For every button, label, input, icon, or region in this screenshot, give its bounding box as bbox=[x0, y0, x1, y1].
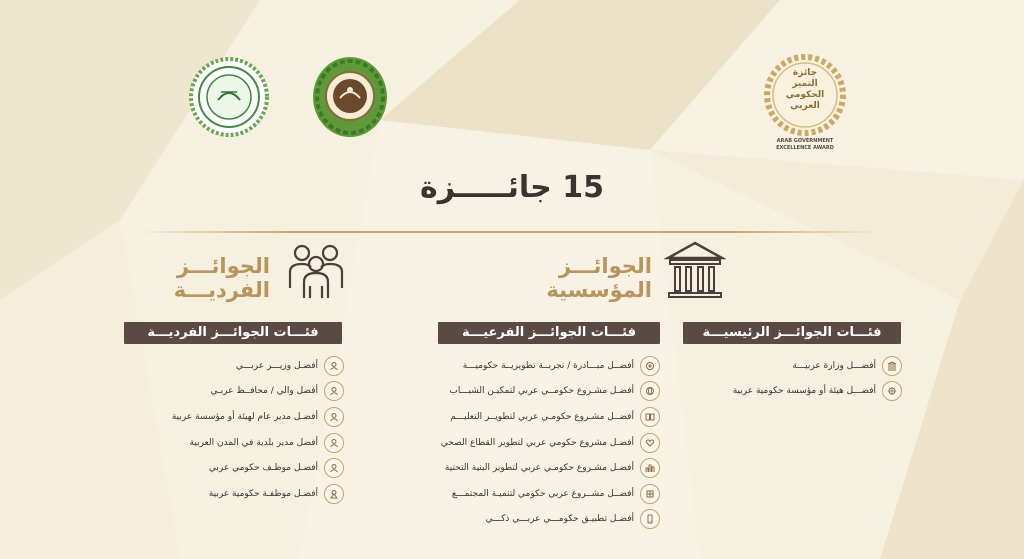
award-logo bbox=[760, 54, 850, 158]
individual-title-line-2: الفرديـــة bbox=[173, 278, 270, 302]
item-label: أفضـــل وزارة عربيـــة bbox=[792, 360, 876, 371]
award-caption: ARAB GOVERNMENT EXCELLENCE AWARD bbox=[776, 138, 834, 151]
heart-icon bbox=[640, 433, 660, 453]
award-title-line-1: جائزة bbox=[792, 68, 818, 78]
award-title-line-3: الحكومي bbox=[785, 90, 825, 100]
book-icon bbox=[640, 407, 660, 427]
institutional-title-line-2: المؤسسية bbox=[546, 278, 652, 302]
list-item bbox=[172, 404, 344, 430]
list-item bbox=[172, 430, 344, 456]
sub-categories-list bbox=[441, 353, 660, 532]
list-item bbox=[733, 379, 902, 405]
wreath-seal-icon bbox=[188, 56, 270, 138]
globe-icon bbox=[640, 381, 660, 401]
item-label: أفضـل مدير عام لهيئة أو مؤسسة عربية bbox=[171, 411, 318, 422]
authority-icon bbox=[882, 381, 902, 401]
item-label: أفضـل مشـروع حكومـي عربي لتطوير البنية التحتية bbox=[444, 463, 634, 474]
list-item bbox=[733, 353, 902, 379]
item-label: أفضـل موظفـة حكومية عربية bbox=[208, 488, 318, 499]
community-icon bbox=[640, 484, 660, 504]
individual-title-line-1: الجوائـــز bbox=[176, 254, 270, 278]
people-icon bbox=[285, 240, 347, 302]
item-label: أفضل مدير بلدية في المدن العربية bbox=[189, 437, 318, 448]
employee-icon bbox=[324, 458, 344, 478]
arab-organization-logo bbox=[188, 56, 270, 138]
building-icon bbox=[664, 240, 726, 302]
institutional-title-line-1: الجوائـــز bbox=[558, 254, 652, 278]
list-item bbox=[441, 404, 660, 430]
minister-icon bbox=[324, 356, 344, 376]
page-title: 15 جائـــــزة bbox=[420, 170, 604, 205]
item-label: أفضل والي / محافــظ عربـي bbox=[210, 386, 318, 397]
item-label: أفضـل موظـف حكومي عربي bbox=[208, 463, 318, 474]
initiative-icon bbox=[640, 356, 660, 376]
item-label: أفضــل مشـروع حكومـي عربي لتطويــر التعليـــم bbox=[450, 411, 634, 422]
list-item bbox=[172, 455, 344, 481]
award-title-line-4: العربي bbox=[790, 101, 820, 111]
list-item bbox=[172, 379, 344, 405]
list-item bbox=[441, 481, 660, 507]
main-categories-header: فئـــات الجوائـــز الرئيسيـــة bbox=[683, 322, 901, 344]
item-label: أفضـــل هيئة أو مؤسسة حكومية عربية bbox=[732, 386, 876, 397]
smartphone-icon bbox=[640, 509, 660, 529]
list-item bbox=[441, 430, 660, 456]
list-item bbox=[441, 507, 660, 533]
item-label: أفضـل وزيـــر عربـــي bbox=[235, 360, 318, 371]
list-item bbox=[172, 353, 344, 379]
item-label: أفضــل مبـــادرة / تجربــة تطويريــة حكوميـــة bbox=[462, 360, 634, 371]
city-icon bbox=[640, 458, 660, 478]
list-item bbox=[172, 481, 344, 507]
main-categories-list bbox=[733, 353, 902, 404]
list-item bbox=[441, 379, 660, 405]
female-employee-icon bbox=[324, 484, 344, 504]
individual-categories-header: فئـــات الجوائـــز الفرديـــة bbox=[124, 322, 342, 344]
list-item bbox=[441, 455, 660, 481]
divider bbox=[140, 231, 880, 233]
item-label: أفضـل تطبيـق حكومـــي عربـــي ذكـــي bbox=[485, 514, 634, 525]
item-label: أفضـل مشروع حكومي عربي لتطوير القطاع الصحي bbox=[440, 437, 634, 448]
item-label: أفضـل مشـروع حكومــي عربي لتمكيـن الشبـــاب bbox=[449, 386, 634, 397]
sub-categories-header: فئـــات الجوائـــز الفرعيـــة bbox=[438, 322, 660, 344]
item-label: أفضــل مشــروع عربي حكومي لتنميـة المجتمـــع bbox=[451, 488, 634, 499]
award-title-line-2: التميز bbox=[792, 79, 818, 89]
governor-icon bbox=[324, 381, 344, 401]
institutional-awards-title bbox=[530, 254, 652, 302]
individual-awards-title bbox=[150, 254, 270, 302]
wreath-emblem-icon bbox=[310, 54, 390, 140]
list-item bbox=[441, 353, 660, 379]
mayor-icon bbox=[324, 433, 344, 453]
arab-league-logo bbox=[310, 54, 390, 140]
individual-categories-list bbox=[172, 353, 344, 507]
director-icon bbox=[324, 407, 344, 427]
ministry-icon bbox=[882, 356, 902, 376]
